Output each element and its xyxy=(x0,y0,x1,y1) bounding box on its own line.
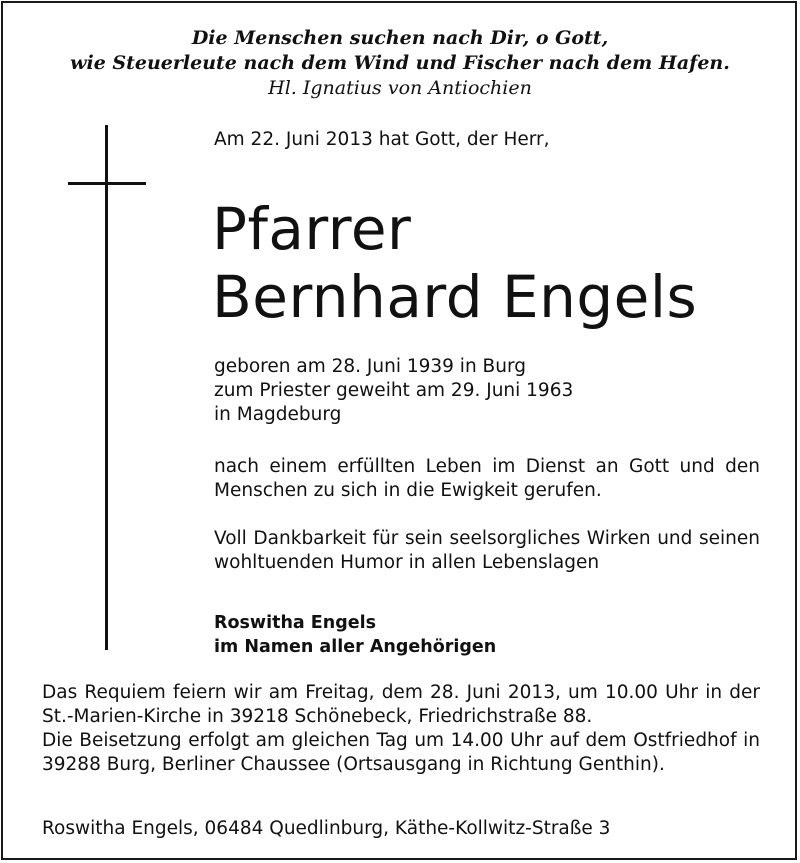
burial-paragraph: Die Beisetzung erfolgt am gleichen Tag um 14.00 Uhr auf dem Ostfriedhof in 39288 Burg, Berliner Chaussee (Ortsausgang in Richtung Genthin). xyxy=(42,730,760,775)
ordination-place: in Magdeburg xyxy=(214,404,342,425)
called-home-paragraph: nach einem erfüllten Leben im Dienst an Gott und den Menschen zu sich in die Ewigkeit gerufen. xyxy=(214,456,760,501)
deceased-title: Pfarrer xyxy=(212,195,412,263)
motto-attribution: Hl. Ignatius von Antiochien xyxy=(268,77,532,99)
ordination-line: zum Priester geweiht am 29. Juni 1963 xyxy=(214,380,574,401)
motto-line-1: Die Menschen suchen nach Dir, o Gott, xyxy=(191,27,609,49)
requiem-paragraph: Das Requiem feiern wir am Freitag, dem 28. Juni 2013, um 10.00 Uhr in der St.-Marien-Kirche in 39218 Schönebeck, Friedrichstraße 88. xyxy=(42,682,760,727)
contact-address: Roswitha Engels, 06484 Quedlinburg, Käthe-Kollwitz-Straße 3 xyxy=(42,818,611,839)
signature-name: Roswitha Engels xyxy=(214,613,377,633)
birth-line: geboren am 28. Juni 1939 in Burg xyxy=(214,356,526,377)
gratitude-paragraph: Voll Dankbarkeit für sein seelsorgliches Wirken und seinen wohltuenden Humor in allen Lebenslagen xyxy=(214,528,760,573)
deceased-name: Bernhard Engels xyxy=(212,263,698,331)
cross-horizontal-bar xyxy=(68,182,146,185)
signature-on-behalf: im Namen aller Angehörigen xyxy=(214,637,497,657)
intro-line: Am 22. Juni 2013 hat Gott, der Herr, xyxy=(214,129,550,150)
cross-vertical-bar xyxy=(105,125,108,650)
motto-line-2: wie Steuerleute nach dem Wind und Fischer nach dem Hafen. xyxy=(70,52,730,74)
